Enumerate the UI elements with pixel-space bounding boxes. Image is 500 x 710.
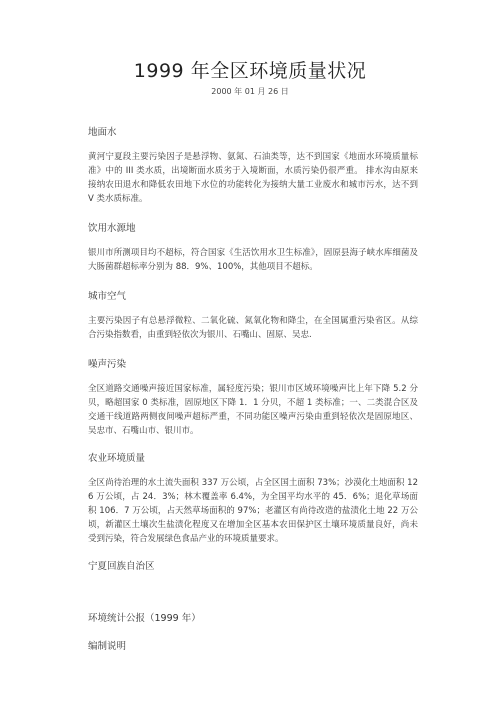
document-date: 2000 年 01 月 26 日 (211, 87, 289, 96)
section-body-city-air: 主要污染因子有总悬浮微粒、二氧化硫、氮氧化物和降尘，在全国属重污染省区。从综合污染指数看，由重到轻依次为银川、石嘴山、固原、吴忠. (88, 316, 418, 340)
section-body-surface-water: 黄河宁夏段主要污染因子是悬浮物、氨氮、石油类等，达不到国家《地面水环境质量标准》中的 III 类水质，出境断面水质劣于入境断面，水质污染仍很严重。 排水沟由原来接纳农田退水和降低农田地下水位的功能转化为接纳大量工业废水和城市污水，达不到 V 类水质标准。 (88, 152, 418, 204)
section-body-drinking-water: 银川市所测项目均不超标，符合国家《生活饮用水卫生标准》，固原县海子峡水库细菌及大肠菌群超标率分别为 88．9%、100%，其他项目不超标。 (88, 248, 418, 272)
section-heading-agriculture: 农业环境质量 (88, 453, 146, 464)
footer-notes: 编制说明 (88, 641, 127, 652)
section-heading-noise: 噪声污染 (88, 359, 127, 370)
footer-bulletin: 环境统计公报（1999 年） (88, 613, 201, 624)
section-heading-city-air: 城市空气 (88, 291, 127, 302)
footer-org: 宁夏回族自治区 (88, 561, 155, 572)
section-body-agriculture: 全区尚待治理的水土流失面积 337 万公顷，占全区国土面积 73%；沙漠化土地面积 126 万公顷，占 24．3%；林木覆盖率 6.4%，为全国平均水平的 45．6%；退化草场面积 106．7 万公顷，占天然草场面积的 97%；老灌区有尚待改造的盐渍化土地 22 万公顷，新灌区土壤次生盐渍化程度又在增加全区基本农田保护区土壤环境质量良好，尚未受到污染，符合发展绿色食品产业的环境质量要求。 (88, 478, 418, 544)
section-heading-drinking-water: 饮用水源地 (88, 223, 136, 234)
section-body-noise: 全区道路交通噪声接近国家标准，属轻度污染；银川市区域环境噪声比上年下降 5.2 分贝，略超国家 0 类标准，固原地区下降 1．1 分贝，不超 1 类标准；一、二类混合区及交通干线道路两侧夜间噪声超标严重，不同功能区噪声污染由重到轻依次是固原地区、吴忠市、石嘴山市、银川市。 (88, 384, 418, 436)
section-heading-surface-water: 地面水 (88, 127, 117, 138)
document-title: 1999 年全区环境质量状况 (133, 60, 367, 82)
